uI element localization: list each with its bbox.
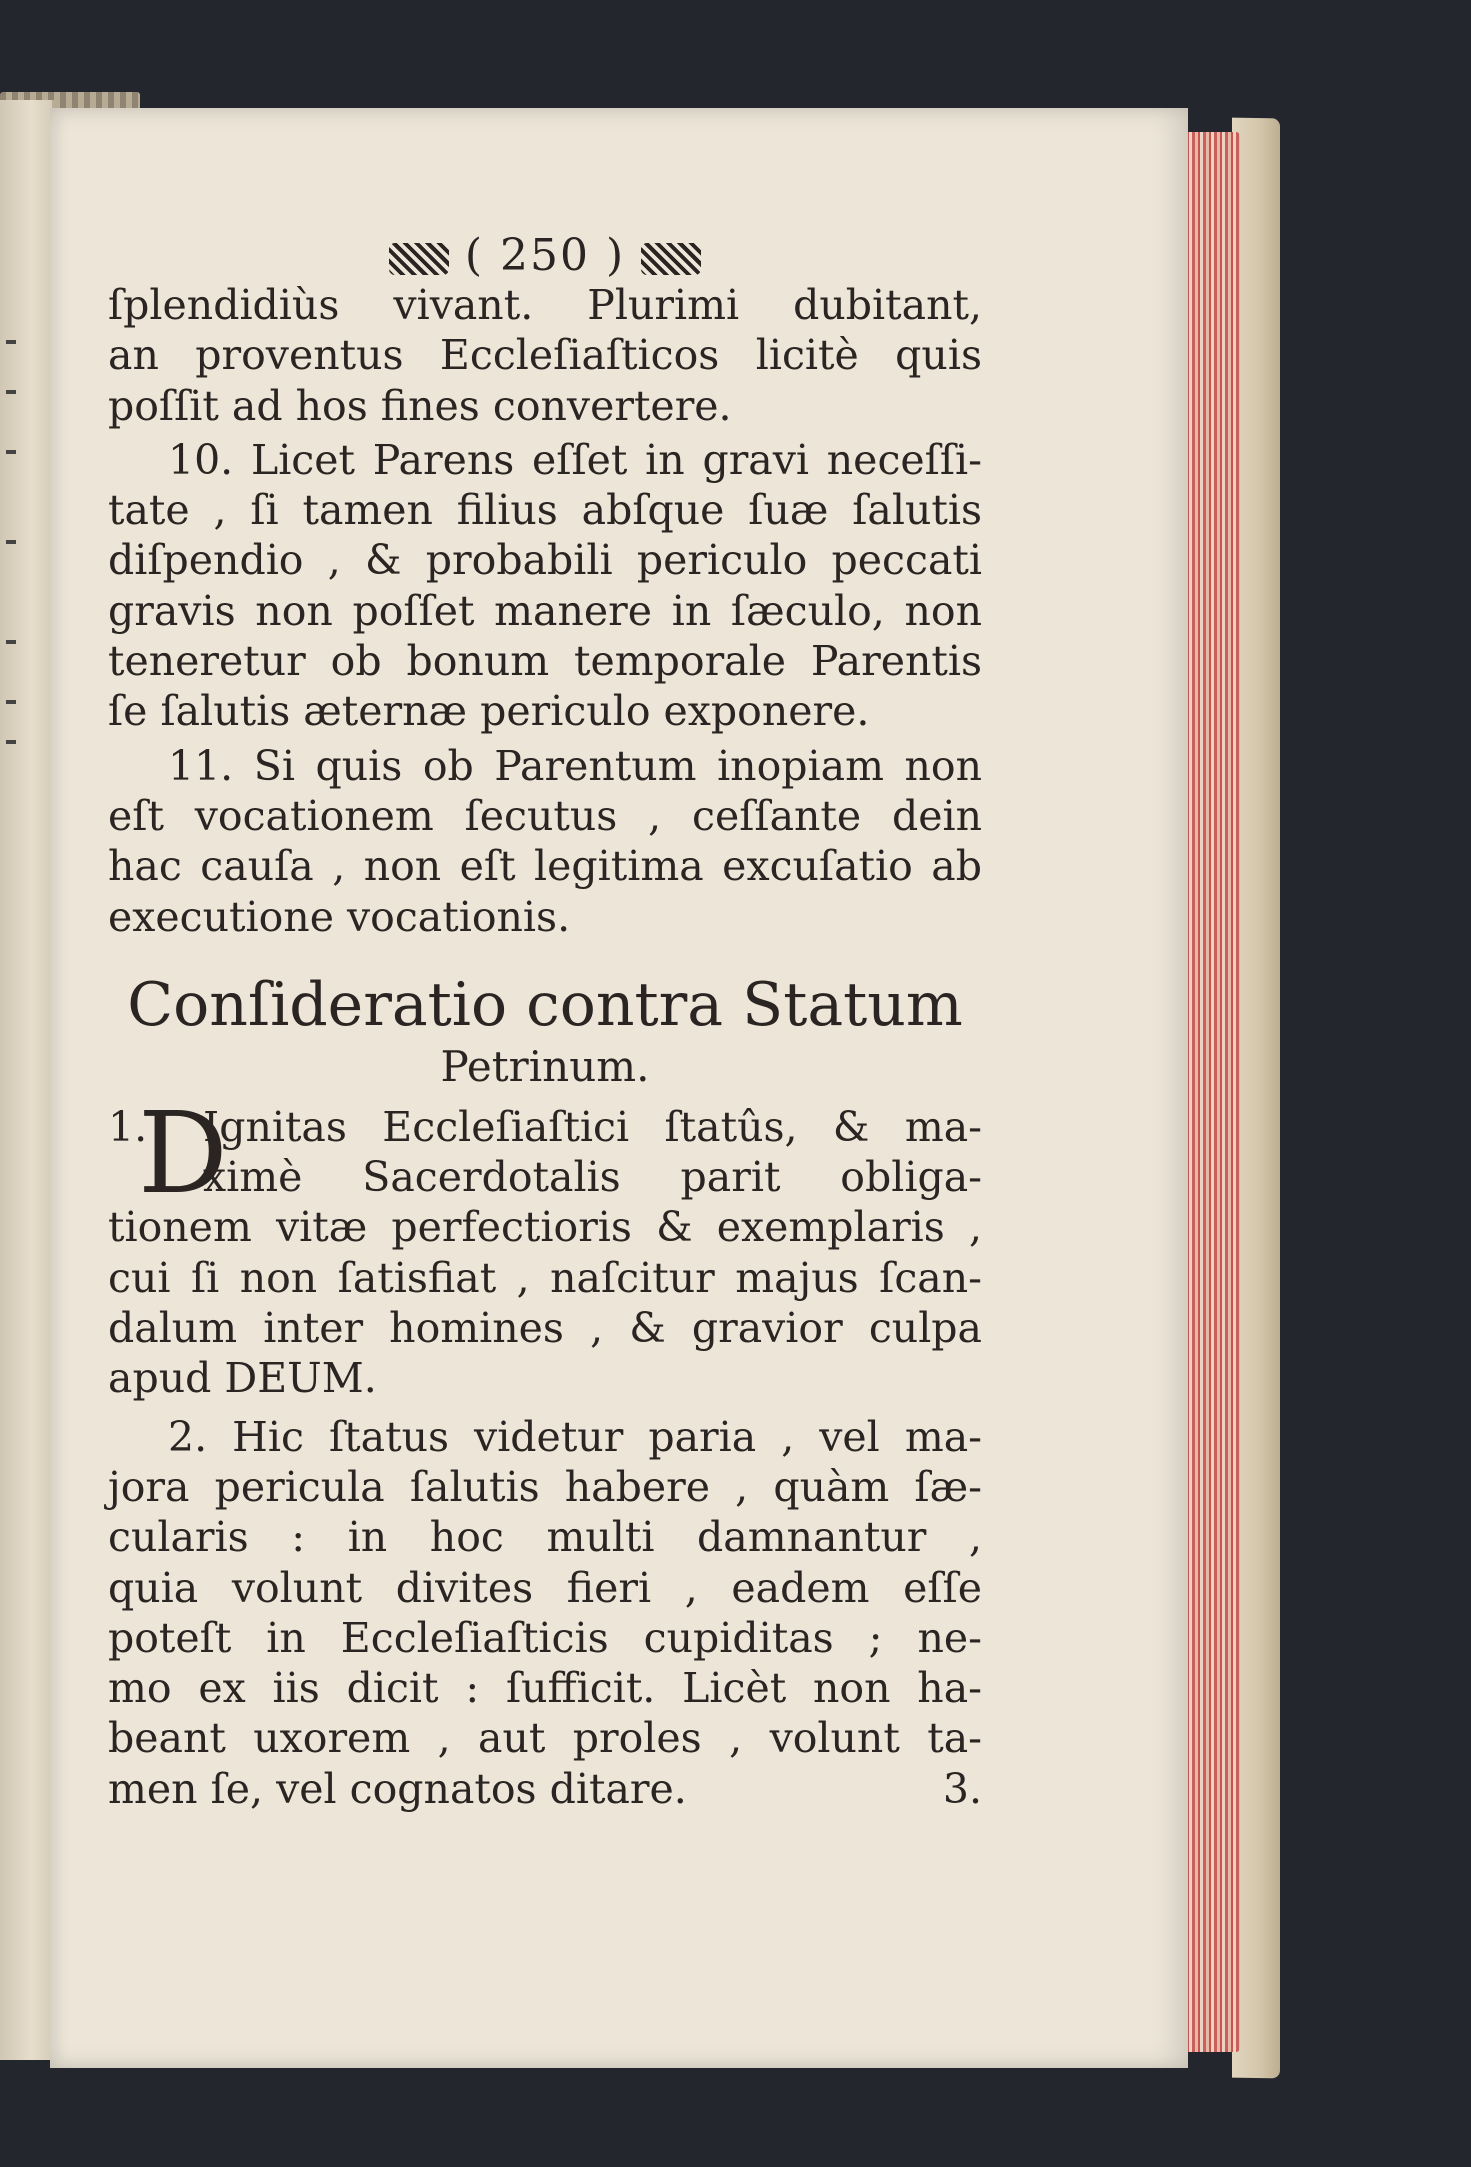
text-line: quia volunt divites fieri , eadem eſſe	[108, 1563, 982, 1612]
section-heading: Conſideratio contra Statum	[127, 969, 963, 1040]
text-line: an proventus Eccleſiaſticos licitè quis	[108, 331, 982, 380]
text-line: hac cauſa , non eſt legitima excuſatio ab	[108, 842, 982, 891]
drop-cap: D	[138, 1088, 228, 1219]
page-number: ( 250 )	[464, 230, 626, 281]
catchword: 3.	[942, 1764, 982, 1813]
text-line: ſplendidiùs vivant. Plurimi dubitant,	[108, 281, 982, 329]
text-line: 11. Si quis ob Parentum inopiam non	[168, 741, 982, 790]
text-line: ximè Sacerdotalis parit obliga-	[203, 1153, 982, 1202]
paragraph-continuation	[108, 280, 982, 431]
section-subheading: Petrinum.	[440, 1041, 650, 1091]
text-line: eſt vocationem ſecutus , ceſſante dein	[108, 791, 982, 840]
text-line: diſpendio , & probabili periculo peccati	[108, 536, 982, 585]
paragraph-number: 1.	[108, 1102, 148, 1151]
text-line: 2. Hic ſtatus videtur paria , vel ma-	[168, 1412, 982, 1461]
text-line: gravis non poſſet manere in ſæculo, non	[108, 586, 982, 635]
body-text	[108, 232, 982, 1814]
paragraph-11	[108, 741, 982, 942]
paragraph-10	[108, 435, 982, 737]
paragraph-2	[108, 1412, 982, 1814]
text-line: tate , ſi tamen filius abſque ſuæ ſalutis	[108, 486, 982, 535]
text-line: 10. Licet Parens eſſet in gravi neceſſi-	[168, 435, 982, 484]
text-line: beant uxorem , aut proles , volunt ta-	[108, 1714, 982, 1763]
text-line: apud DEUM.	[108, 1354, 377, 1403]
facing-page-edge	[0, 100, 54, 2060]
text-line: teneretur ob bonum temporale Parentis	[108, 637, 982, 686]
text-line: tionem vitæ perfectioris & exemplaris ,	[108, 1203, 982, 1252]
text-line: poſſit ad hos fines convertere.	[108, 381, 732, 430]
text-line: poteſt in Eccleſiaſticis cupiditas ; ne-	[108, 1613, 982, 1662]
text-line: men ſe, vel cognatos ditare.	[108, 1764, 687, 1813]
text-line: executione vocationis.	[108, 892, 571, 941]
text-line: cularis : in hoc multi damnantur ,	[108, 1513, 982, 1562]
text-line: Ignitas Eccleſiaſtici ſtatûs, & ma-	[203, 1102, 982, 1151]
text-line: mo ex iis dicit : ſufficit. Licèt non ha-	[108, 1664, 982, 1713]
text-line: jora pericula ſalutis habere , quàm ſæ-	[108, 1462, 982, 1511]
text-line: dalum inter homines , & gravior culpa	[108, 1304, 982, 1353]
paragraph-1	[108, 1088, 982, 1404]
text-line: ſe ſalutis æternæ periculo exponere.	[108, 687, 870, 736]
text-line: cui ſi non ſatisfiat , naſcitur majus ſcan-	[108, 1253, 982, 1302]
